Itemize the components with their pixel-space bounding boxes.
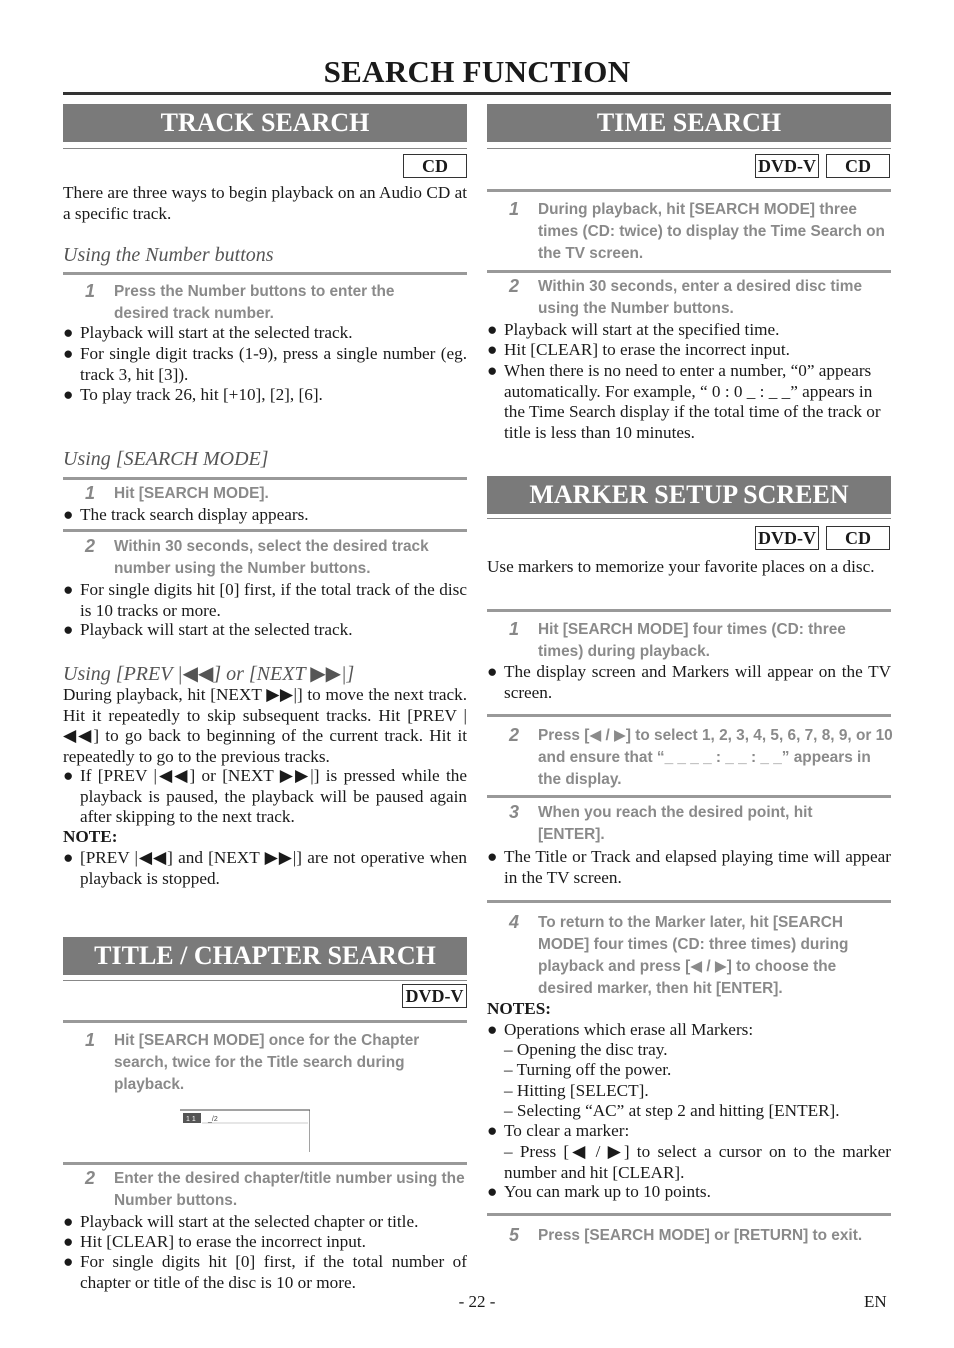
page-title: SEARCH FUNCTION [323,54,631,89]
dvd-v-badge: DVD-V [755,154,819,178]
title-rule [63,92,891,95]
list-item: – Turning off the power. [504,1060,672,1079]
step-number: 2 [509,276,520,296]
step-text: Press the Number buttons to enter the desired track number. [114,283,395,322]
step-text: Enter the desired chapter/title number using the Number buttons. [114,1170,465,1209]
step-text: Hit [SEARCH MODE] four times (CD: three times) during playback. [538,621,846,660]
step-rule [487,900,891,903]
cd-badge: CD [403,154,467,178]
step-text: Press [◀ / ▶] to select 1, 2, 3, 4, 5, 6, 7, 8, 9, or 10 and ensure that “_ _ _ _ : _ _ : _ _” appears in the display. [538,727,893,788]
step-text: During playback, hit [SEARCH MODE] three times (CD: twice) to display the Time Search on the TV screen. [538,201,885,262]
step-number: 2 [85,1168,96,1188]
step-number: 1 [85,483,96,503]
step-number: 2 [85,536,96,556]
number-buttons-subheading: Using the Number buttons [63,244,274,266]
section-rule [487,518,891,519]
step-text: When you reach the desired point, hit [ENTER]. [538,804,813,843]
list-item: – Hitting [SELECT]. [504,1081,649,1100]
step-text: To return to the Marker later, hit [SEARCH MODE] four times (CD: three times) during playback and press [◀ / ▶] to choose the desired marker, then hit [ENTER]. [538,914,849,997]
step-rule [63,272,467,275]
step-rule [487,270,891,273]
notes-label: NOTES: [487,999,551,1018]
title-chapter-heading: TITLE / CHAPTER SEARCH [63,937,467,975]
prev-next-body: During playback, hit [NEXT ▶▶|] to move the next track. Hit it repeatedly to skip subsequent tracks. Hit [PREV |◀◀] to go back to beginning of the current track. Hit it repeatedly to go to the previous tracks. [63,685,467,766]
step-rule [487,189,891,192]
screen-right-text: _/2 [208,1116,218,1123]
section-rule [63,148,467,149]
dvd-v-badge: DVD-V [755,526,819,550]
cd-badge: CD [826,154,890,178]
step-number: 1 [509,619,520,639]
step-number: 2 [509,725,520,745]
step-number: 3 [509,802,520,822]
chapter-search-screen [180,1108,310,1154]
list-item: – Opening the disc tray. [504,1040,668,1059]
step-number: 5 [509,1225,520,1245]
prev-next-subheading: Using [PREV |◀◀] or [NEXT ▶▶|] [63,663,355,685]
marker-intro: Use markers to memorize your favorite places on a disc. [487,557,875,576]
cd-badge: CD [826,526,890,550]
step-number: 1 [85,281,96,301]
section-rule [487,148,891,149]
step-rule [63,477,467,480]
list-item: – Press [◀ / ▶] to select a cursor on to the marker number and hit [CLEAR]. [504,1142,891,1182]
search-mode-subheading: Using [SEARCH MODE] [63,448,269,470]
track-search-heading: TRACK SEARCH [63,104,467,142]
note-label: NOTE: [63,827,118,846]
language-code: EN [864,1292,887,1311]
step-text: Hit [SEARCH MODE] once for the Chapter search, twice for the Title search during playback. [114,1032,420,1093]
list-item: – Selecting “AC” at step 2 and hitting [ENTER]. [504,1101,840,1120]
step-number: 4 [509,912,520,932]
screen-left-text: 1 1 [186,1116,196,1123]
dvd-v-badge: DVD-V [402,984,467,1008]
step-rule [487,714,891,717]
page-number: - 22 - [458,1292,496,1311]
step-text: Press [SEARCH MODE] or [RETURN] to exit. [538,1227,863,1244]
step-rule [63,1162,467,1165]
step-rule [487,609,891,612]
step-rule [63,529,467,532]
step-number: 1 [509,199,520,219]
step-rule [487,795,891,798]
time-search-heading: TIME SEARCH [487,104,891,142]
marker-setup-heading: MARKER SETUP SCREEN [487,476,891,514]
section-rule [63,980,467,981]
step-rule [487,1213,891,1216]
track-search-intro: There are three ways to begin playback on an Audio CD at a specific track. [63,183,467,223]
step-number: 1 [85,1030,96,1050]
step-text: Within 30 seconds, select the desired track number using the Number buttons. [114,538,429,577]
step-rule [63,1020,467,1023]
step-text: Hit [SEARCH MODE]. [114,485,269,502]
step-text: Within 30 seconds, enter a desired disc time using the Number buttons. [538,278,863,317]
